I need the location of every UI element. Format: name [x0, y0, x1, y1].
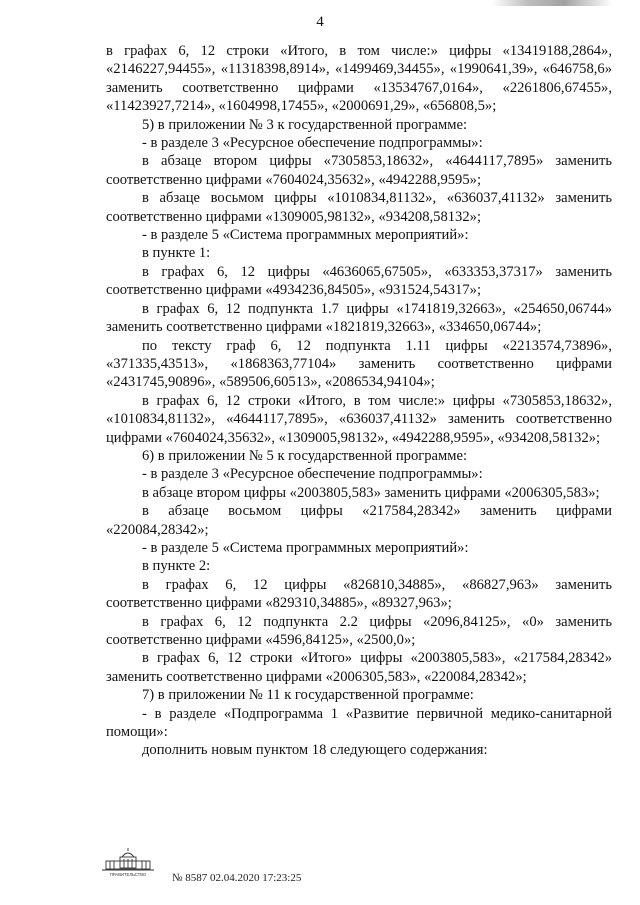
- document-body: [106, 42, 612, 760]
- paragraph-section-3: - в разделе 3 «Ресурсное обеспечение подпрограммы»:: [142, 466, 483, 483]
- paragraph-point-2: в пункте 2:: [142, 558, 211, 575]
- paragraph-point-1: в пункте 1:: [142, 245, 211, 262]
- paragraph: в графах 6, 12 цифры «4636065,67505», «633353,37317» заменить соответственно цифрами «4934236,84505», «931524,54317»;: [106, 263, 612, 299]
- logo-caption: ПРАВИТЕЛЬСТВО: [109, 872, 147, 877]
- paragraph: по тексту граф 6, 12 подпункта 1.11 цифры «2213574,73896», «371335,43513», «1868363,77104» заменить соответственно цифрами «2431745,90896», «589506,60513», «2086534,94104»;: [106, 337, 612, 391]
- government-building-logo: [98, 846, 158, 878]
- paragraph-section-5: - в разделе 5 «Система программных мероприятий»:: [142, 539, 469, 556]
- paragraph-itogo-continuation: в графах 6, 12 строки «Итого, в том числе:» цифры «13419188,2864», «2146227,94455», «11318398,8914», «1499469,34455», «1990641,39», «646758,6» заменить соответственно цифрами «13534767,0164», «2261806,67455», «11423927,7214», «1604998,17455», «2000691,29», «656808,5»;: [106, 43, 612, 115]
- paragraph: в абзаце втором цифры «7305853,18632», «4644117,7895» заменить соответственно цифрами «7604024,35632», «4942288,9595»;: [106, 153, 612, 188]
- registration-stamp: № 8587 02.04.2020 17:23:25: [172, 872, 302, 884]
- paragraph-section-5: - в разделе 5 «Система программных мероприятий»:: [142, 227, 469, 244]
- paragraph: в графах 6, 12 строки «Итого» цифры «2003805,583», «217584,28342» заменить соответственно цифрами «2006305,583», «220084,28342»;: [106, 650, 612, 685]
- paragraph: в графах 6, 12 подпункта 1.7 цифры «1741819,32663», «254650,06744» заменить соответственно цифрами «1821819,32663», «334650,06744»;: [106, 300, 612, 336]
- paragraph-add-point-18: дополнить новым пунктом 18 следующего содержания:: [142, 742, 488, 759]
- scan-artifact: [492, 0, 612, 6]
- paragraph-item-7: 7) в приложении № 11 к государственной программе:: [142, 687, 474, 704]
- paragraph: в графах 6, 12 цифры «826810,34885», «86827,963» заменить соответственно цифрами «829310,34885», «89327,963»;: [106, 576, 612, 612]
- paragraph-item-6: 6) в приложении № 5 к государственной программе:: [142, 447, 468, 464]
- paragraph: в абзаце восьмом цифры «1010834,81132», «636037,41132» заменить соответственно цифрами «1309005,98132», «934208,58132»;: [106, 190, 612, 225]
- paragraph: в абзаце втором цифры «2003805,583» заменить цифрами «2006305,583»;: [142, 484, 600, 501]
- paragraph-item-5: 5) в приложении № 3 к государственной программе:: [142, 116, 468, 133]
- page-number: 4: [316, 14, 324, 30]
- paragraph: в графах 6, 12 строки «Итого, в том числе:» цифры «7305853,18632», «1010834,81132», «4644117,7895», «636037,41132» заменить соответственно цифрами «7604024,35632», «1309005,98132», «4942288,9595», «934208,58132»;: [106, 392, 612, 446]
- paragraph-section-3: - в разделе 3 «Ресурсное обеспечение подпрограммы»:: [142, 135, 483, 152]
- paragraph: в графах 6, 12 подпункта 2.2 цифры «2096,84125», «0» заменить соответственно цифрами «4596,84125», «2500,0»;: [106, 613, 612, 648]
- paragraph-subprogram-1: - в разделе «Подпрограмма 1 «Развитие первичной медико-санитарной помощи»:: [106, 705, 612, 741]
- paragraph: в абзаце восьмом цифры «217584,28342» заменить цифрами «220084,28342»;: [106, 503, 612, 538]
